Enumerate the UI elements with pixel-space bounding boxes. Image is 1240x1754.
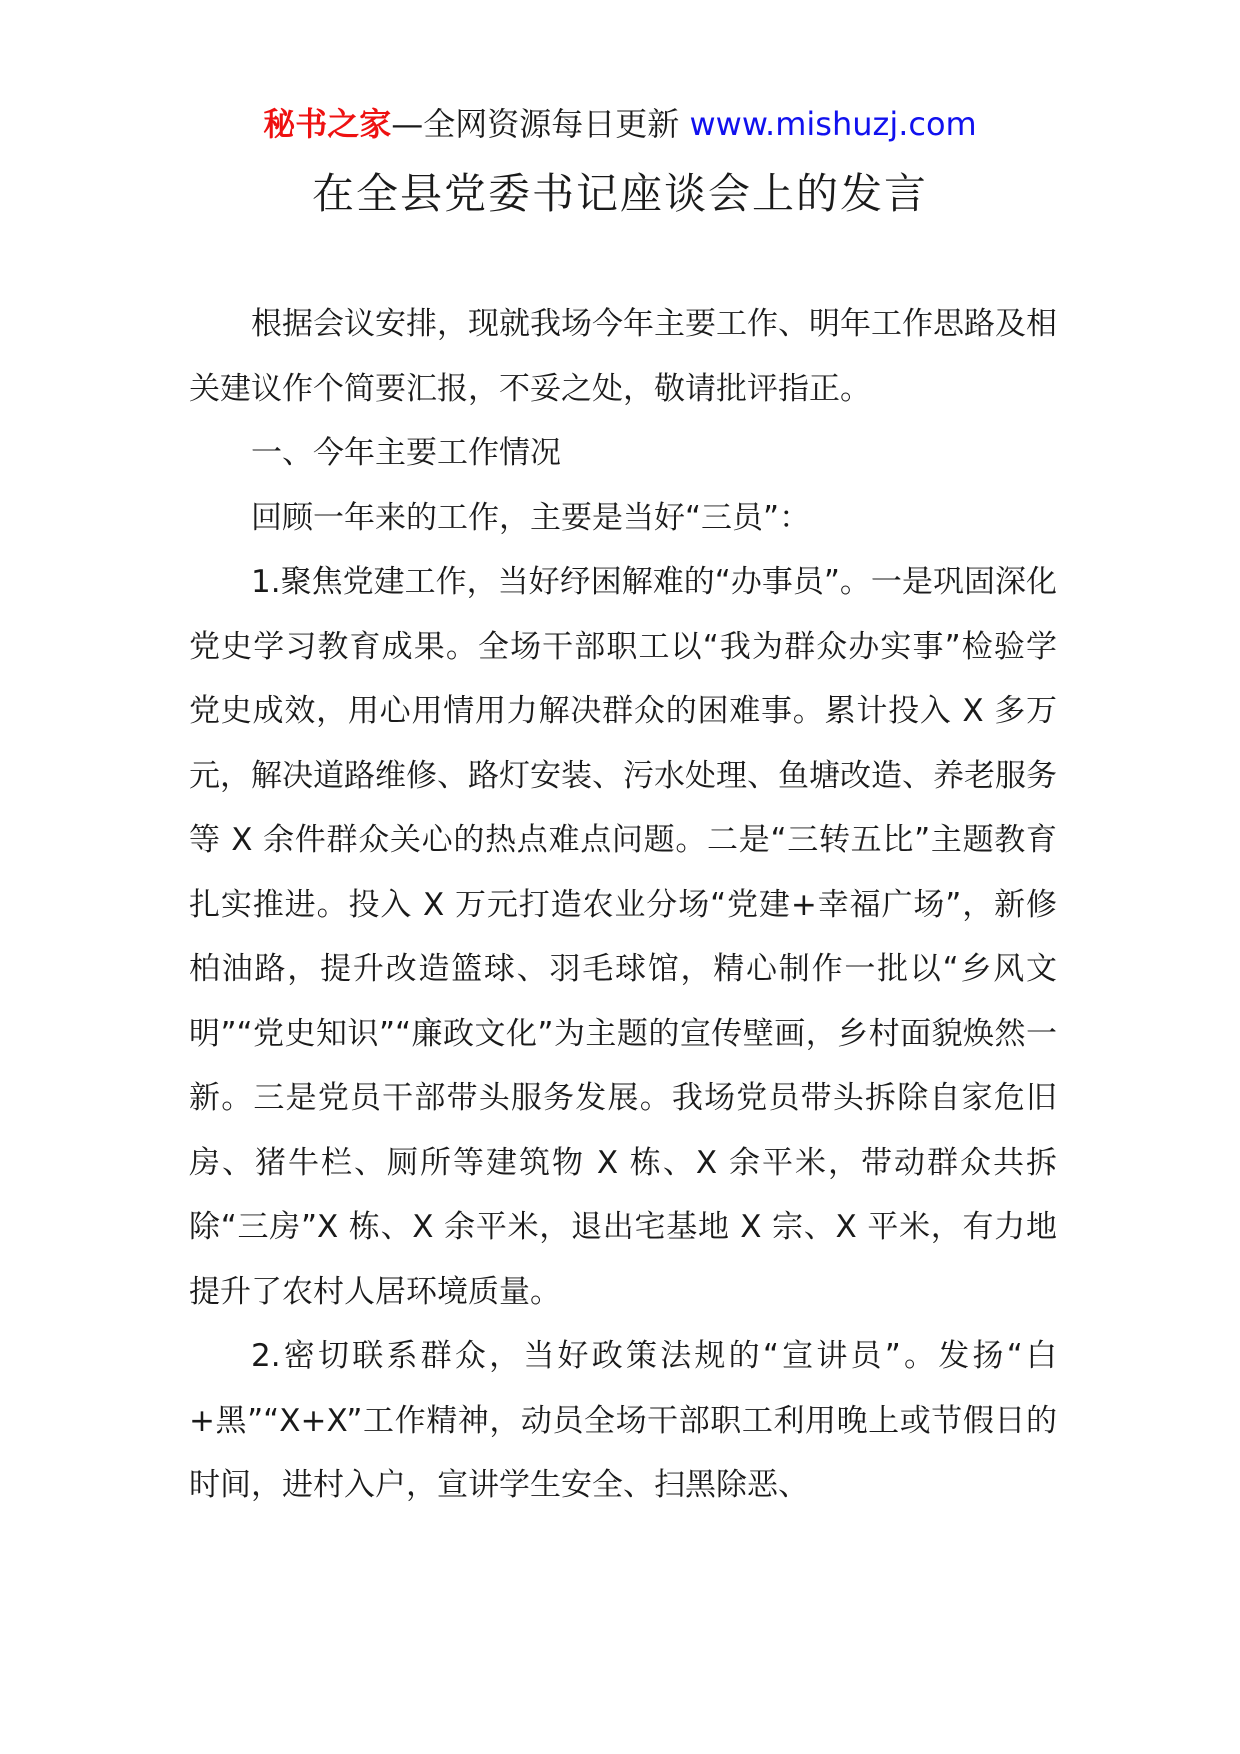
paragraph-intro: 根据会议安排，现就我场今年主要工作、明年工作思路及相关建议作个简要汇报，不妥之处，敬请批评指正。: [189, 306, 1057, 407]
document-body: [189, 292, 1057, 1518]
site-url-link[interactable]: www.mishuzj.com: [689, 105, 977, 143]
site-header: [0, 100, 1240, 148]
paragraph-item-1: 1.聚焦党建工作，当好纾困解难的“办事员”。一是巩固深化党史学习教育成果。全场干部职工以“我为群众办实事”检验学党史成效，用心用情用力解决群众的困难事。累计投入 X 多万元，解决道路维修、路灯安装、污水处理、鱼塘改造、养老服务等 X 余件群众关心的热点难点问题。二是“三转五比”主题教育扎实推进。投入 X 万元打造农业分场“党建+幸福广场”，新修柏油路，提升改造篮球、羽毛球馆，精心制作一批以“乡风文明”“党史知识”“廉政文化”为主题的宣传壁画，乡村面貌焕然一新。三是党员干部带头服务发展。我场党员带头拆除自家危旧房、猪牛栏、厕所等建筑物 X 栋、X 余平米，带动群众共拆除“三房”X 栋、X 余平米，退出宅基地 X 宗、X 平米，有力地提升了农村人居环境质量。: [189, 564, 1057, 1310]
document-title: 在全县党委书记座谈会上的发言: [311, 169, 928, 218]
site-tagline: —全网资源每日更新: [391, 105, 680, 143]
paragraph-item-2: 2.密切联系群众，当好政策法规的“宣讲员”。发扬“白+黑”“X+X”工作精神，动员全场干部职工利用晚上或节假日的时间，进村入户，宣讲学生安全、扫黑除恶、: [189, 1338, 1057, 1503]
paragraph-review: 回顾一年来的工作，主要是当好“三员”：: [251, 499, 811, 536]
section-heading: 一、今年主要工作情况: [251, 435, 561, 471]
site-brand: 秘书之家: [263, 105, 392, 143]
